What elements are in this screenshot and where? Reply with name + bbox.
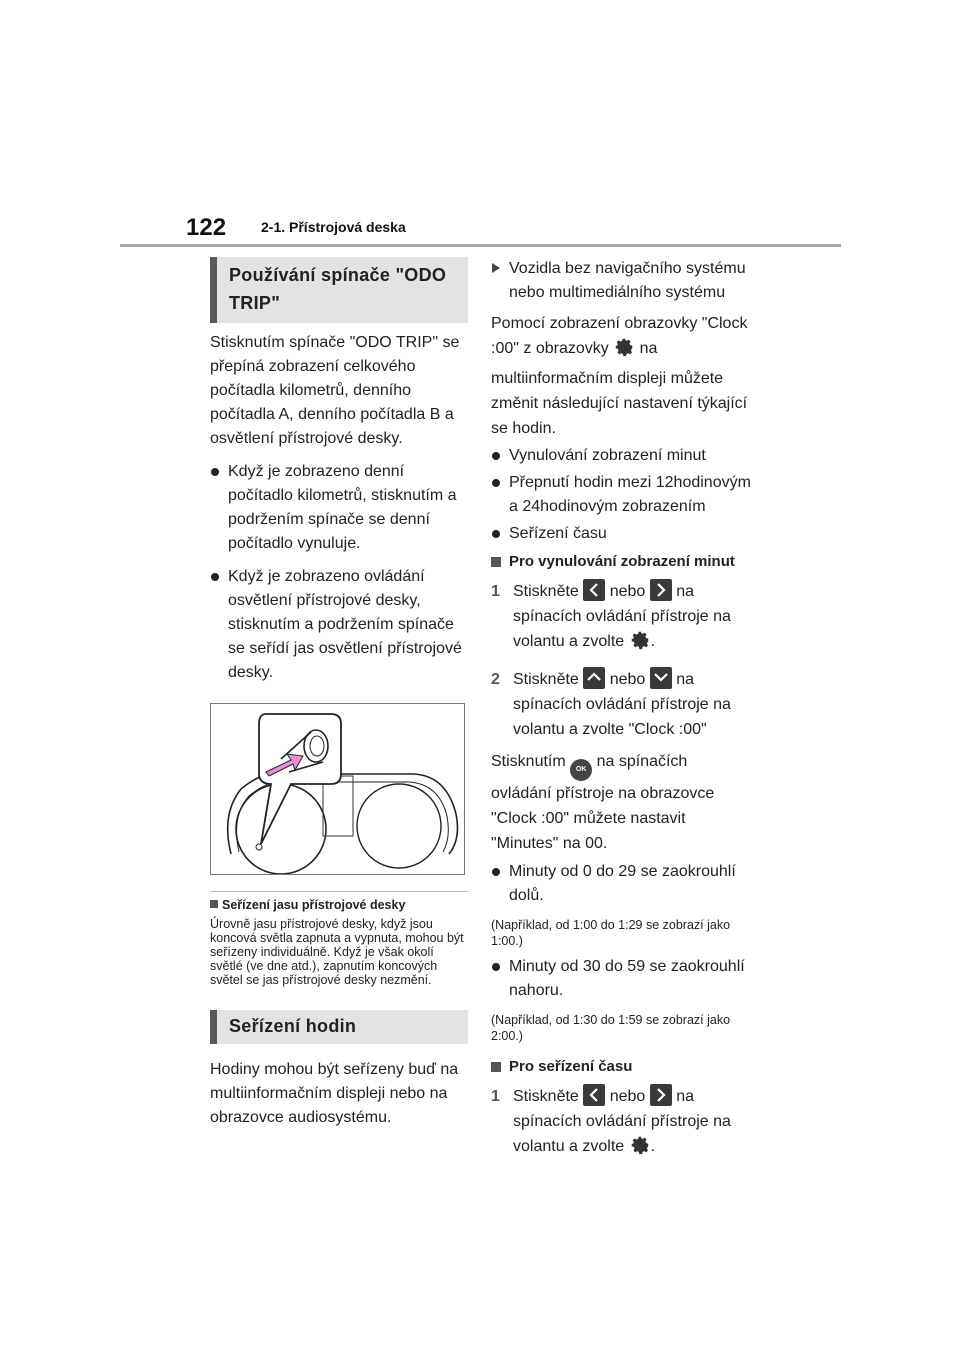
step-1: [491, 579, 751, 659]
clock-intro: Hodiny mohou být seřízeny buď na multiinformačním displeji nebo na obrazovce audiosystému.: [210, 1061, 459, 1126]
section-title: 2-1. Přístrojová deska: [261, 219, 406, 235]
chevron-right-icon: [650, 1084, 672, 1106]
chevron-down-icon: [650, 667, 672, 689]
clock-screen-paragraph: [491, 311, 751, 441]
step-number: 1: [491, 1088, 500, 1105]
step-text: Stiskněte: [513, 583, 579, 600]
step-text: na spínacích ovládání přístroje na volantu a zvolte "Clock :00": [513, 671, 731, 738]
right-column: [491, 257, 751, 1164]
step-1-time: [491, 1084, 751, 1164]
step-text: .: [650, 633, 656, 650]
bullet-item: Minuty od 0 do 29 se zaokrouhlí dolů.: [491, 860, 751, 908]
example-note: (Například, od 1:30 do 1:59 se zobrazí jako 2:00.): [491, 1013, 731, 1043]
bullet-item: Když je zobrazeno denní počítadlo kilometrů, stisknutím a podržením spínače se denní počítadlo vynuluje.: [210, 460, 468, 556]
bullet-item: Přepnutí hodin mezi 12hodinovým a 24hodinovým zobrazením: [491, 471, 751, 519]
heading-clock: Seřízení hodin: [210, 1010, 468, 1044]
example-note: (Například, od 1:00 do 1:29 se zobrazí jako 1:00.): [491, 918, 731, 948]
step-number: 1: [491, 583, 500, 600]
divider: [210, 891, 468, 892]
bullet-item: Vynulování zobrazení minut: [491, 444, 751, 468]
chevron-left-icon: [583, 579, 605, 601]
bullet-item: Minuty od 30 do 59 se zaokrouhlí nahoru.: [491, 955, 751, 1003]
subheading-reset-minutes: Pro vynulování zobrazení minut: [491, 551, 751, 573]
left-column: [210, 257, 468, 1130]
chevron-left-icon: [583, 1084, 605, 1106]
step-2: [491, 667, 751, 742]
gear-icon: [629, 629, 651, 659]
bullet-item: Když je zobrazeno ovládání osvětlení přístrojové desky, stisknutím a podržením spínače se seřídí jas osvětlení přístrojové desky.: [210, 565, 468, 685]
chevron-up-icon: [583, 667, 605, 689]
para-text: na spínačích ovládání přístroje na obrazovce "Clock :00" můžete nastavit "Minutes" na 00.: [491, 753, 715, 852]
subheading-set-time: Pro seřízení času: [491, 1056, 751, 1078]
para-text: Stisknutím: [491, 753, 566, 770]
vehicle-condition: Vozidla bez navigačního systému nebo multimediálního systému: [491, 257, 751, 305]
step-text: na spínacích ovládání přístroje na volantu a zvolte: [513, 583, 731, 650]
step-text: Stiskněte: [513, 1088, 579, 1105]
gear-icon: [613, 336, 635, 366]
gear-icon: [629, 1134, 651, 1164]
step-text: nebo: [609, 1088, 646, 1105]
step-text: Stiskněte: [513, 671, 579, 688]
step-text: na spínacích ovládání přístroje na volantu a zvolte: [513, 1088, 731, 1155]
instrument-panel-illustration: [210, 703, 465, 875]
header-rule: [120, 244, 841, 247]
page-number: 122: [186, 214, 227, 241]
step-number: 2: [491, 671, 500, 688]
ok-paragraph: [491, 749, 751, 856]
heading-odo-trip: Používání spínače "ODO TRIP": [210, 257, 468, 323]
step-text: nebo: [609, 671, 646, 688]
subheading-brightness: Seřízení jasu přístrojové desky: [210, 896, 468, 914]
odo-switch-figure: [211, 704, 464, 874]
brightness-note: Úrovně jasu přístrojové desky, když jsou koncová světla zapnuta a vypnuta, mohou být seřízeny individuálně. Když je však okolí světlé (ve dne atd.), zapnutím koncových světel se jas přístrojové desky nezmění.: [210, 917, 464, 987]
ok-button-icon: OK: [570, 759, 592, 781]
step-text: .: [650, 1138, 656, 1155]
odo-intro: Stisknutím spínače "ODO TRIP" se přepíná zobrazení celkového počítadla kilometrů, denního počítadla A, denního počítadla B a osvětlení přístrojové desky.: [210, 334, 460, 447]
bullet-item: Seřízení času: [491, 522, 751, 546]
para-text: Pomocí zobrazení obrazovky "Clock :00" z obrazovky: [491, 315, 748, 357]
chevron-right-icon: [650, 579, 672, 601]
para-text: na multiinformačním displeji můžete změnit následující nastavení týkající se hodin.: [491, 340, 748, 437]
step-text: nebo: [609, 583, 646, 600]
